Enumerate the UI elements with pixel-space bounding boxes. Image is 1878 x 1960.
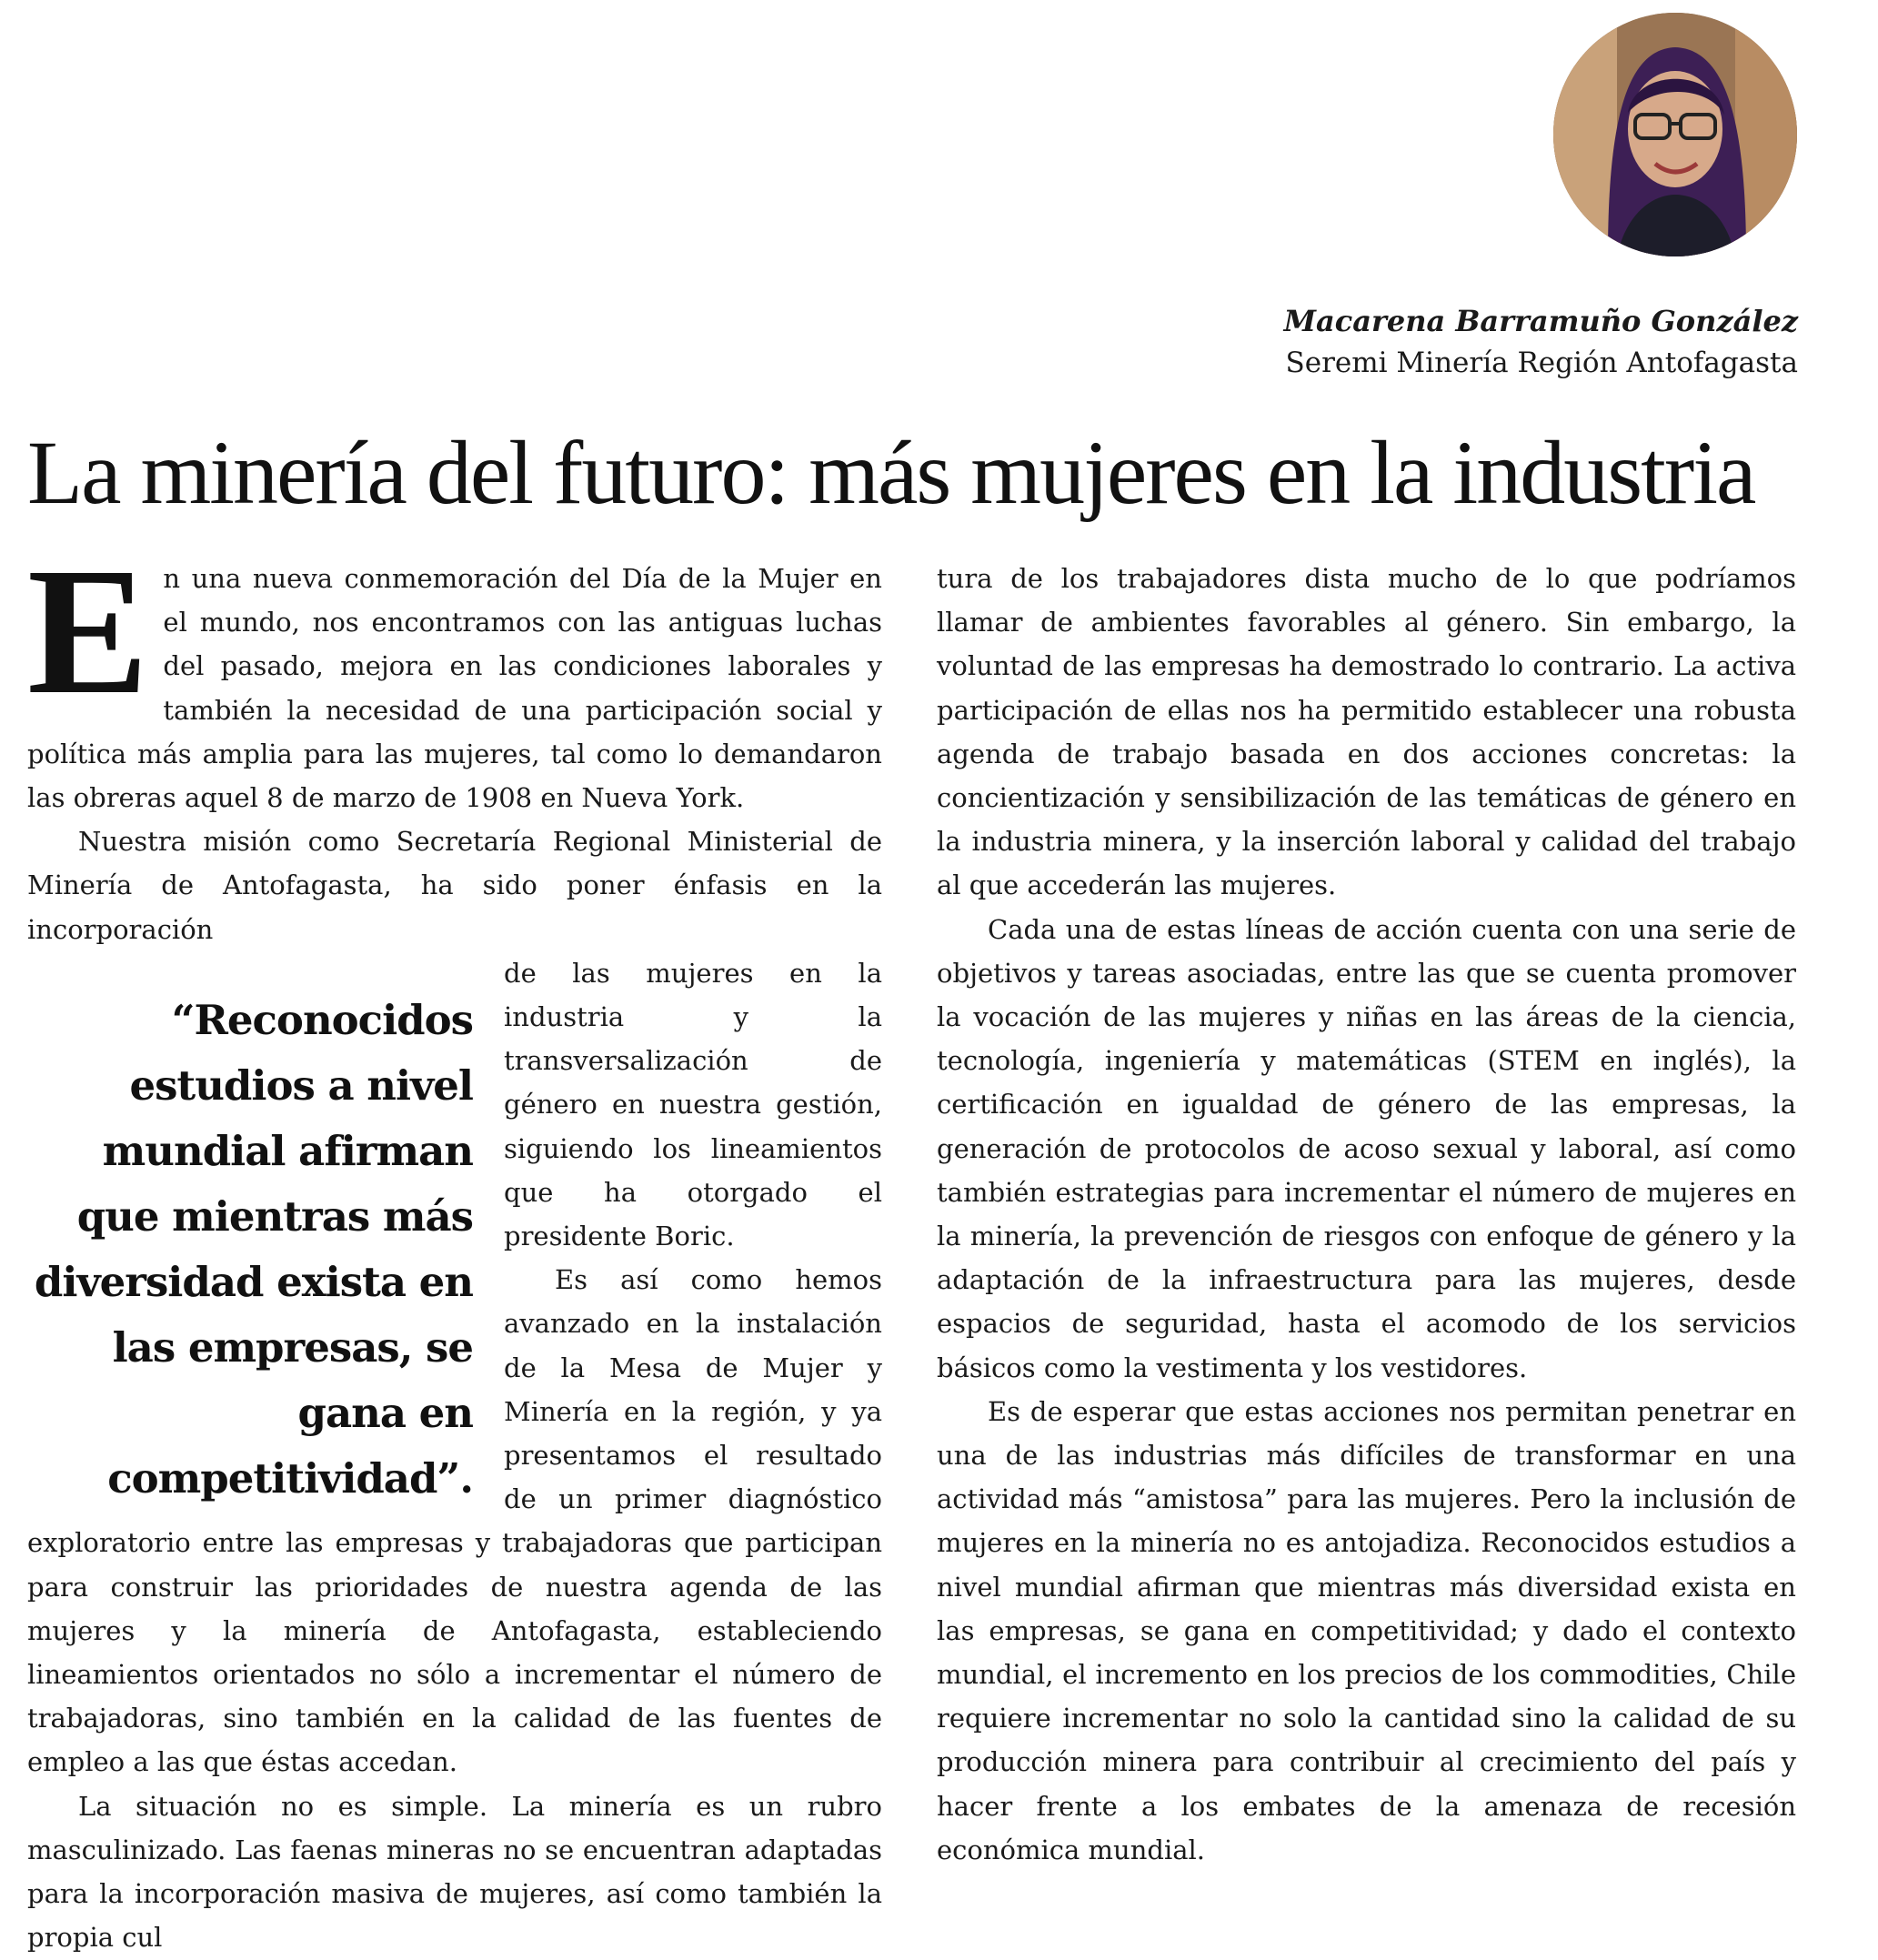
article-paragraph: Nuestra misión como Secretaría Regional Ministerial de Minería de Antofagasta, ha sido poner énfasis en la incorporación: [27, 826, 882, 945]
article-column-left: [27, 531, 882, 1960]
article-paragraph: Es de esperar que estas acciones nos permitan penetrar en una de las industrias más difíciles de transformar en una actividad más “amistosa” para las mujeres. Pero la inclusión de mujeres en la minería no es antojadiza. Reconocidos estudios a nivel mundial afirman que mientras más diversidad exista en las empresas, se gana en competitividad; y dado el contexto mundial, el incremento en los precios de los commodities, Chile requiere incrementar no solo la cantidad sino la calidad de su producción minera para contribuir al crecimiento del país y hacer frente a los embates de la amenaza de recesión económica mundial.: [937, 1395, 1796, 1865]
drop-cap: E: [27, 531, 149, 732]
author-name: Macarena Barramuño González: [1283, 304, 1798, 338]
headline: La minería del futuro: más mujeres en la industria: [27, 422, 1755, 523]
author-photo: [1553, 13, 1797, 256]
article-paragraph: La situación no es simple. La minería es un rubro masculinizado. Las faenas mineras no se encuentran adaptadas para la incorporación masiva de mujeres, así como también la propia cul: [27, 1790, 882, 1954]
author-portrait-illustration: [1553, 13, 1797, 256]
article-paragraph: Es así como hemos avanzado en la instalación de la Mesa de Mujer y Minería en la región, y ya presentamos el resultado de un primer diagnóstico exploratorio entre las empresas y trabajadoras que participan para construir las prioridades de nuestra agenda de las mujeres y la minería de Antofagasta, estableciendo lineamientos orientados no sólo a incrementar el número de trabajadoras, sino también en la calidad de las fuentes de empleo a las que éstas accedan.: [27, 1264, 882, 1778]
article-paragraph: Cada una de estas líneas de acción cuenta con una serie de objetivos y tareas asociadas, entre las que se cuenta promover la vocación de las mujeres y niñas en las áreas de la ciencia, tecnología, ingeniería y matemáticas (STEM en inglés), la certificación en igualdad de género de las empresas, la generación de protocolos de acoso sexual y laboral, así como también estrategias para incrementar el número de mujeres en la minería, la prevención de riesgos con enfoque de género y la adaptación de la infraestructura para las mujeres, desde espacios de seguridad, hasta el acomodo de los servicios básicos como la vestimenta y los vestidores.: [937, 913, 1796, 1383]
article-column-right: [937, 557, 1796, 1872]
article-paragraph: tura de los trabajadores dista mucho de lo que podríamos llamar de ambientes favorables al género. Sin embargo, la voluntad de las empresas ha demostrado lo contrario. La activa participación de ellas nos ha permitido establecer una robusta agenda de trabajo basada en dos acciones concretas: la concientización y sensibilización de las temáticas de género en la industria minera, y la inserción laboral y calidad del trabajo al que accederán las mujeres.: [937, 563, 1796, 901]
author-byline: [1284, 300, 1798, 384]
article-paragraph: de las mujeres en la industria y la transversalización de género en nuestra gestión, siguiendo los lineamientos que ha otorgado el presidente Boric.: [504, 957, 882, 1252]
author-role: Seremi Minería Región Antofagasta: [1285, 347, 1798, 379]
pull-quote: “Reconocidos estudios a nivel mundial afirman que mientras más diversidad exista en las empresas, se gana en competitividad”.: [34, 995, 473, 1503]
article-paragraph: En una nueva conmemoración del Día de la Mujer en el mundo, nos encontramos con las antiguas luchas del pasado, mejora en las condiciones laborales y también la necesidad de una participación social y política más amplia para las mujeres, tal como lo demandaron las obreras aquel 8 de marzo de 1908 en Nueva York.: [27, 531, 882, 814]
